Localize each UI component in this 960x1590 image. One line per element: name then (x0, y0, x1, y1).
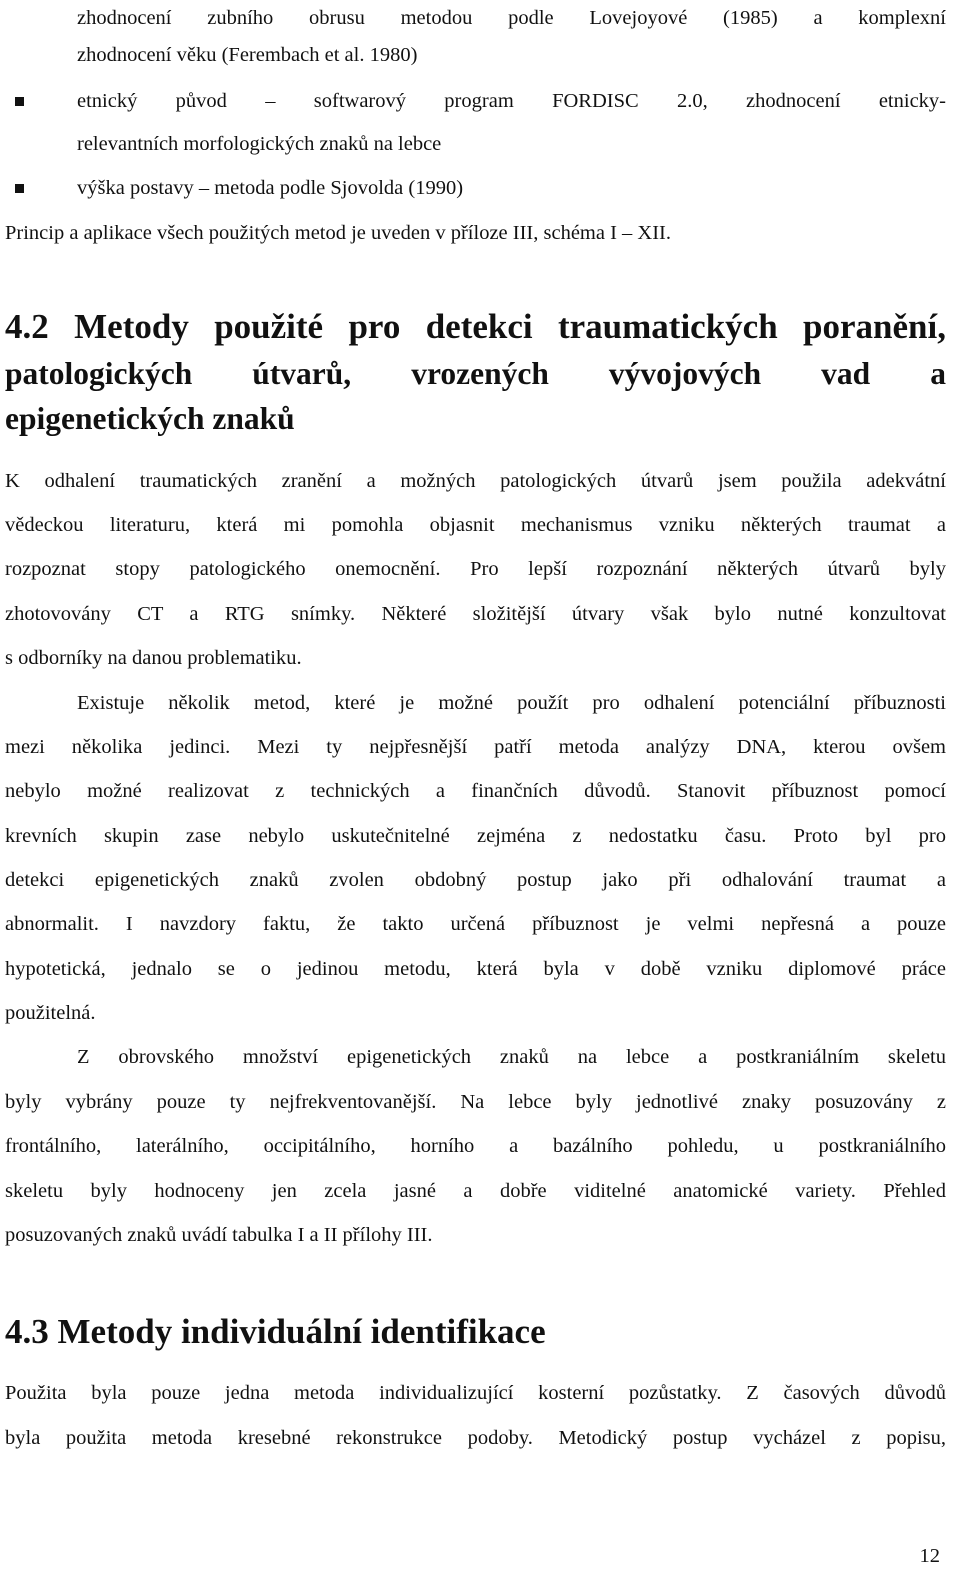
paragraph-line: Existuje několik metod, které je možné použít pro odhalení potenciální příbuznosti (77, 692, 946, 714)
paragraph-line: nebylo možné realizovat z technických a finančních důvodů. Stanovit příbuznost pomocí (5, 780, 946, 802)
paragraph-line: Z obrovského množství epigenetických znaků na lebce a postkraniálním skeletu (77, 1046, 946, 1068)
list-text-line: zhodnocení věku (Ferembach et al. 1980) (77, 44, 418, 66)
list-item-ethnic-cont: relevantních morfologických znaků na lebce (77, 133, 442, 155)
paragraph-line: detekci epigenetických znaků zvolen obdobný postup jako při odhalování traumat a (5, 869, 946, 891)
paragraph-line: byly vybrány pouze ty nejfrekventovanější. Na lebce byly jednotlivé znaky posuzovány z (5, 1091, 946, 1113)
paragraph-line: mezi několika jedinci. Mezi ty nejpřesnější patří metoda analýzy DNA, kterou ovšem (5, 736, 946, 758)
list-item-ethnic: etnický původ – softwarový program FORDISC 2.0, zhodnocení etnicky- (77, 90, 946, 112)
paragraph-line: vědeckou literaturu, která mi pomohla objasnit mechanismus vzniku některých traumat a (5, 514, 946, 536)
paragraph-line: posuzovaných znaků uvádí tabulka I a II přílohy III. (5, 1224, 433, 1246)
paragraph-line: K odhalení traumatických zranění a možných patologických útvarů jsem použila adekvátní (5, 470, 946, 492)
paragraph-line: zhotovovány CT a RTG snímky. Některé složitější útvary však bylo nutné konzultovat (5, 603, 946, 625)
paragraph-line: hypotetická, jednalo se o jedinou metodu, která byla v době vzniku diplomové práce (5, 958, 946, 980)
paragraph-line: abnormalit. I navzdory faktu, že takto určená příbuznost je velmi nepřesná a pouze (5, 913, 946, 935)
paragraph-line: použitelná. (5, 1002, 96, 1024)
principle-line: Princip a aplikace všech použitých metod je uveden v příloze III, schéma I – XII. (5, 222, 671, 244)
paragraph-line: rozpoznat stopy patologického onemocnění. Pro lepší rozpoznání některých útvarů byly (5, 558, 946, 580)
list-item-height: výška postavy – metoda podle Sjovolda (1990) (77, 177, 464, 199)
paragraph-line: frontálního, laterálního, occipitálního, horního a bazálního pohledu, u postkraniálního (5, 1135, 946, 1157)
paragraph-line: s odborníky na danou problematiku. (5, 647, 302, 669)
list-text-line: zhodnocení zubního obrusu metodou podle Lovejoyové (1985) a komplexní (77, 7, 946, 29)
section-heading-4-2-line3: epigenetických znaků (5, 401, 295, 436)
bullet-square-icon (15, 184, 24, 193)
page-number: 12 (919, 1545, 940, 1567)
paragraph-line: byla použita metoda kresebné rekonstrukce podoby. Metodický postup vycházel z popisu, (5, 1427, 946, 1449)
bullet-square-icon (15, 97, 24, 106)
paragraph-line: skeletu byly hodnoceny jen zcela jasné a dobře viditelné anatomické variety. Přehled (5, 1180, 946, 1202)
section-heading-4-3: 4.3 Metody individuální identifikace (5, 1312, 546, 1351)
paragraph-line: krevních skupin zase nebylo uskutečnitelné zejména z nedostatku času. Proto byl pro (5, 825, 946, 847)
section-heading-4-2-line2: patologických útvarů, vrozených vývojových vad a (5, 356, 946, 391)
section-heading-4-2: 4.2 Metody použité pro detekci traumatických poranění, (5, 307, 946, 346)
paragraph-line: Použita byla pouze jedna metoda individualizující kosterní pozůstatky. Z časových důvodů (5, 1382, 946, 1404)
